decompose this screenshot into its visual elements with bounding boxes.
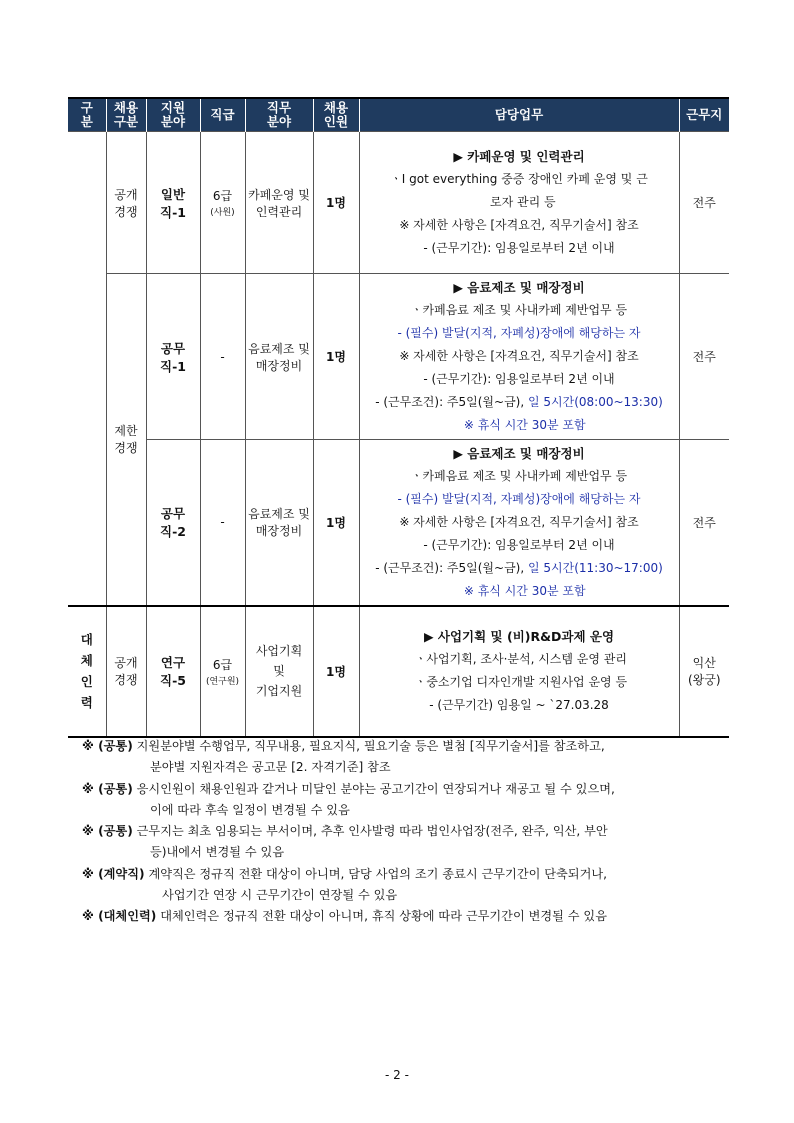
field-cell: 일반직-1 — [146, 132, 200, 274]
header-division: 구 분 — [68, 98, 106, 132]
duty-line: ㆍ중소기업 디자인개발 지원사업 운영 등 — [410, 675, 628, 689]
grade-cell: - — [200, 274, 245, 440]
header-location: 근무지 — [679, 98, 729, 132]
duty-line: - (근무기간): 임용일로부터 2년 이내 — [423, 537, 615, 552]
notes-section — [82, 736, 732, 928]
duty-line: - (근무조건): 주5일(월~금), 일 5시간(08:00~13:30) — [375, 395, 663, 409]
recruit-type-cell: 공개 경쟁 — [106, 606, 146, 737]
header-duties: 담당업무 — [359, 98, 679, 132]
duty-line: - (필수) 발달(지적, 자폐성)장애에 해당하는 자 — [397, 491, 641, 506]
grade-cell: 6급 (사원) — [200, 132, 245, 274]
note-item — [82, 864, 732, 907]
duties-cell — [359, 274, 679, 440]
note-text: 근무지는 최초 임용되는 부서이며, 추후 인사발령 따라 법인사업장(전주, 완주, 익산, 부안 — [136, 824, 608, 839]
grade-cell: 6급 (연구원) — [200, 606, 245, 737]
duty-line: - (필수) 발달(지적, 자폐성)장애에 해당하는 자 — [397, 326, 641, 340]
table-row — [68, 440, 729, 606]
recruitment-table — [68, 97, 729, 738]
location-cell: 전주 — [679, 132, 729, 274]
location-cell: 전주 — [679, 274, 729, 440]
note-text-cont: 이에 따라 후속 일정이 변경될 수 있음 — [150, 802, 350, 817]
duty-line: ※ 자세한 사항은 [자격요건, 직무기술서] 참조 — [399, 514, 639, 529]
note-item — [82, 779, 732, 822]
note-mark: ※ (공통) — [82, 781, 133, 796]
note-text: 지원분야별 수행업무, 직무내용, 필요지식, 필요기술 등은 별첨 [직무기술서]를 참조하고, — [136, 739, 605, 753]
duty-line: - (근무기간): 임용일로부터 2년 이내 — [423, 241, 615, 255]
division-cell-substitute: 대 체 인 력 — [68, 606, 106, 737]
header-recruit-type: 채용 구분 — [106, 98, 146, 132]
location-cell: 익산 (왕궁) — [679, 606, 729, 737]
duties-cell — [359, 132, 679, 274]
recruit-type-cell: 공개 경쟁 — [106, 132, 146, 274]
duty-line: ※ 휴식 시간 30분 포함 — [452, 583, 586, 598]
recruit-type-merged-cell: 제한 경쟁 — [106, 274, 146, 606]
duty-line: ※ 휴식 시간 30분 포함 — [452, 418, 586, 432]
headcount-cell: 1명 — [313, 132, 359, 274]
duty-line: ㆍ카페음료 제조 및 사내카페 제반업무 등 — [410, 303, 628, 317]
job-area-cell: 음료제조 및 매장정비 — [245, 274, 313, 440]
field-cell: 연구직-5 — [146, 606, 200, 737]
duties-cell — [359, 440, 679, 606]
note-mark: ※ (대체인력) — [82, 909, 157, 924]
job-area-cell: 카페운영 및 인력관리 — [245, 132, 313, 274]
note-text-cont: 사업기간 연장 시 근무기간이 연장될 수 있음 — [162, 888, 398, 903]
duty-title: ▶ 음료제조 및 매장정비 — [453, 280, 585, 295]
duty-line: ㆍ사업기획, 조사·분석, 시스템 운영 관리 — [411, 652, 627, 666]
note-mark: ※ (계약직) — [82, 866, 145, 881]
page-number: - 2 - — [385, 1068, 409, 1082]
duty-line: ㆍ카페음료 제조 및 사내카페 제반업무 등 — [410, 468, 628, 483]
headcount-cell: 1명 — [313, 606, 359, 737]
note-item — [82, 906, 732, 927]
note-text: 대체인력은 정규직 전환 대상이 아니며, 휴직 상황에 따라 근무기간이 변경될 수 있음 — [160, 909, 607, 924]
field-cell: 공무직-2 — [146, 440, 200, 606]
note-text: 계약직은 정규직 전환 대상이 아니며, 담당 사업의 조기 종료시 근무기간이 단축되거나, — [148, 866, 607, 881]
note-text-cont: 분야별 지원자격은 공고문 [2. 자격기준] 참조 — [150, 760, 391, 775]
duty-line: - (근무조건): 주5일(월~금), 일 5시간(11:30~17:00) — [375, 560, 663, 575]
header-field: 지원 분야 — [146, 98, 200, 132]
note-text: 응시인원이 채용인원과 같거나 미달인 분야는 공고기간이 연장되거나 재공고 될 수 있으며, — [136, 781, 615, 796]
header-grade: 직급 — [200, 98, 245, 132]
note-mark: ※ (공통) — [82, 824, 133, 839]
duty-line: 로자 관리 등 — [482, 195, 556, 209]
duty-title: ▶ 사업기획 및 (비)R&D과제 운영 — [423, 629, 615, 644]
headcount-cell: 1명 — [313, 440, 359, 606]
note-mark: ※ (공통) — [82, 739, 133, 753]
duty-line: ※ 자세한 사항은 [자격요건, 직무기술서] 참조 — [399, 349, 639, 363]
job-area-cell: 사업기획 및 기업지원 — [245, 606, 313, 737]
table-row — [68, 606, 729, 737]
duty-line: - (근무기간) 임용일 ~ `27.03.28 — [429, 698, 609, 712]
note-item — [82, 821, 732, 864]
grade-cell: - — [200, 440, 245, 606]
duties-cell — [359, 606, 679, 737]
table-header-row — [68, 98, 729, 132]
headcount-cell: 1명 — [313, 274, 359, 440]
duty-line: ※ 자세한 사항은 [자격요건, 직무기술서] 참조 — [399, 218, 639, 232]
duty-line: - (근무기간): 임용일로부터 2년 이내 — [423, 372, 615, 386]
duty-title: ▶ 음료제조 및 매장정비 — [453, 445, 585, 461]
table-row — [68, 274, 729, 440]
note-text-cont: 등)내에서 변경될 수 있음 — [150, 845, 285, 860]
job-area-cell: 음료제조 및 매장정비 — [245, 440, 313, 606]
header-job-area: 직무 분야 — [245, 98, 313, 132]
note-item — [82, 736, 732, 779]
duty-title: ▶ 카페운영 및 인력관리 — [453, 149, 585, 164]
duty-line: ㆍI got everything 중증 장애인 카페 운영 및 근 — [390, 172, 648, 186]
location-cell: 전주 — [679, 440, 729, 606]
division-cell-blank — [68, 132, 106, 606]
table-row — [68, 132, 729, 274]
field-cell: 공무직-1 — [146, 274, 200, 440]
header-headcount: 채용 인원 — [313, 98, 359, 132]
